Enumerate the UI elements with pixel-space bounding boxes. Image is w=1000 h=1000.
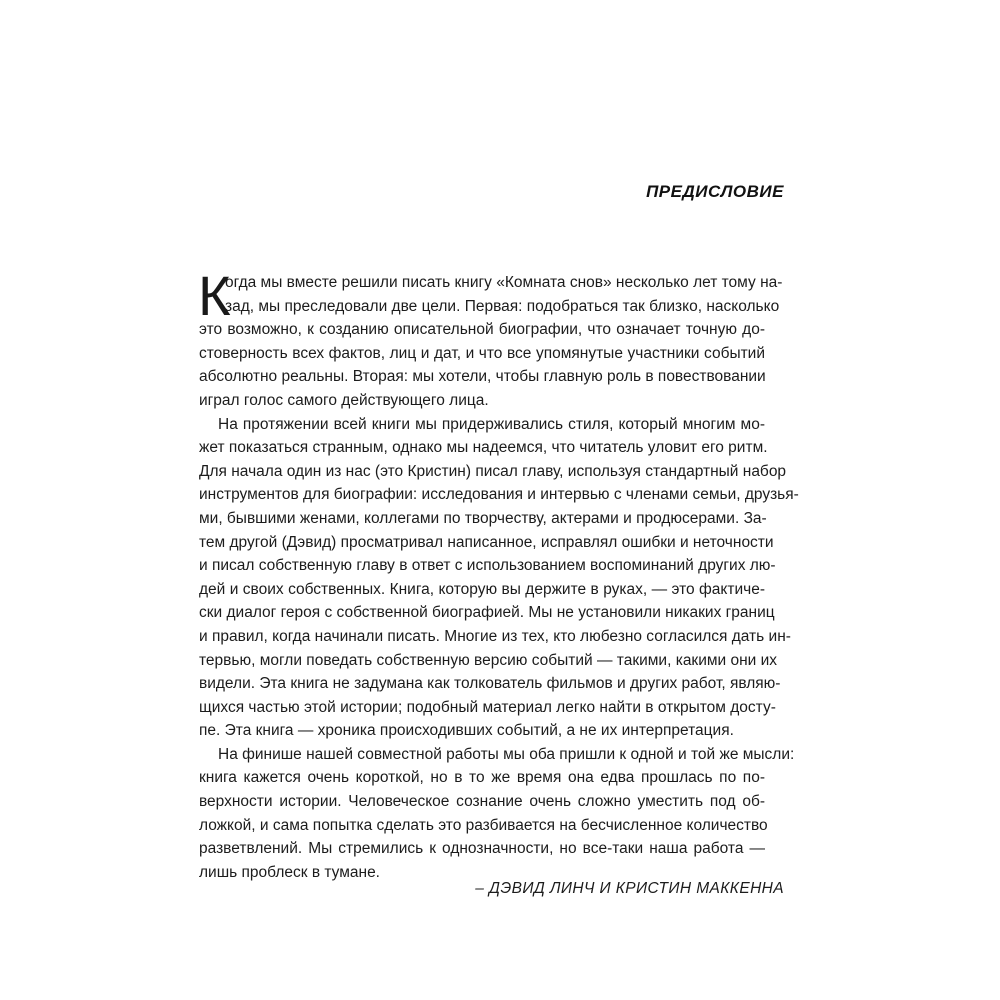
text-line: разветвлений. Мы стремились к однозначности, но все-таки наша работа — <box>199 840 765 858</box>
text-line: тервью, могли поведать собственную версию событий — такими, какими они их <box>199 651 778 669</box>
text-line: пе. Эта книга — хроника происходивших событий, а не их интерпретация. <box>199 722 734 740</box>
text-line: лишь проблеск в тумане. <box>199 863 380 881</box>
text-line: Для начала один из нас (это Кристин) писал главу, используя стандартный набор <box>199 462 787 480</box>
text-line: дей и своих собственных. Книга, которую вы держите в руках, — это фактиче- <box>199 580 765 598</box>
text-line: книга кажется очень короткой, но в то же время она едва прошлась по по- <box>199 769 765 787</box>
preface-text <box>198 264 799 884</box>
text-line: зад, мы преследовали две цели. Первая: подобраться так близко, насколько <box>225 297 780 315</box>
text-line: и писал собственную главу в ответ с использованием воспоминаний других лю- <box>199 557 776 575</box>
text-line: видели. Эта книга не задумана как толкователь фильмов и других работ, являю- <box>199 675 781 693</box>
text-line: щихся частью этой истории; подобный материал легко найти в открытом досту- <box>199 698 776 716</box>
text-line: это возможно, к созданию описательной биографии, что означает точную до- <box>199 321 765 339</box>
text-line: тем другой (Дэвид) просматривал написанное, исправлял ошибки и неточности <box>199 533 774 551</box>
text-line: играл голос самого действующего лица. <box>199 391 489 409</box>
text-line: абсолютно реальны. Вторая: мы хотели, чтобы главную роль в повествовании <box>199 368 766 386</box>
text-line: ложкой, и сама попытка сделать это разбивается на бесчисленное количество <box>199 816 768 834</box>
text-line: На протяжении всей книги мы придерживались стиля, который многим мо- <box>218 415 765 433</box>
author-signature: – ДЭВИД ЛИНЧ И КРИСТИН МАККЕННА <box>475 880 784 897</box>
text-line: инструментов для биографии: исследования и интервью с членами семьи, друзья- <box>199 486 799 504</box>
text-line: и правил, когда начинали писать. Многие из тех, кто любезно согласился дать ин- <box>199 627 791 645</box>
dropcap-letter: К <box>198 264 231 327</box>
text-line: верхности истории. Человеческое сознание очень сложно уместить под об- <box>199 793 765 811</box>
text-line: стоверность всех фактов, лиц и дат, и что все упомянутые участники событий <box>199 344 765 362</box>
page-heading: ПРЕДИСЛОВИЕ <box>646 182 784 201</box>
text-line: огда мы вместе решили писать книгу «Комната снов» несколько лет тому на- <box>225 274 783 291</box>
text-line: ми, бывшими женами, коллегами по творчеству, актерами и продюсерами. За- <box>199 509 767 527</box>
text-line: жет показаться странным, однако мы надеемся, что читатель уловит его ритм. <box>199 439 768 457</box>
text-line: На финише нашей совместной работы мы оба пришли к одной и той же мысли: <box>218 745 795 763</box>
text-line: ски диалог героя с собственной биографией. Мы не установили никаких границ <box>199 604 775 622</box>
